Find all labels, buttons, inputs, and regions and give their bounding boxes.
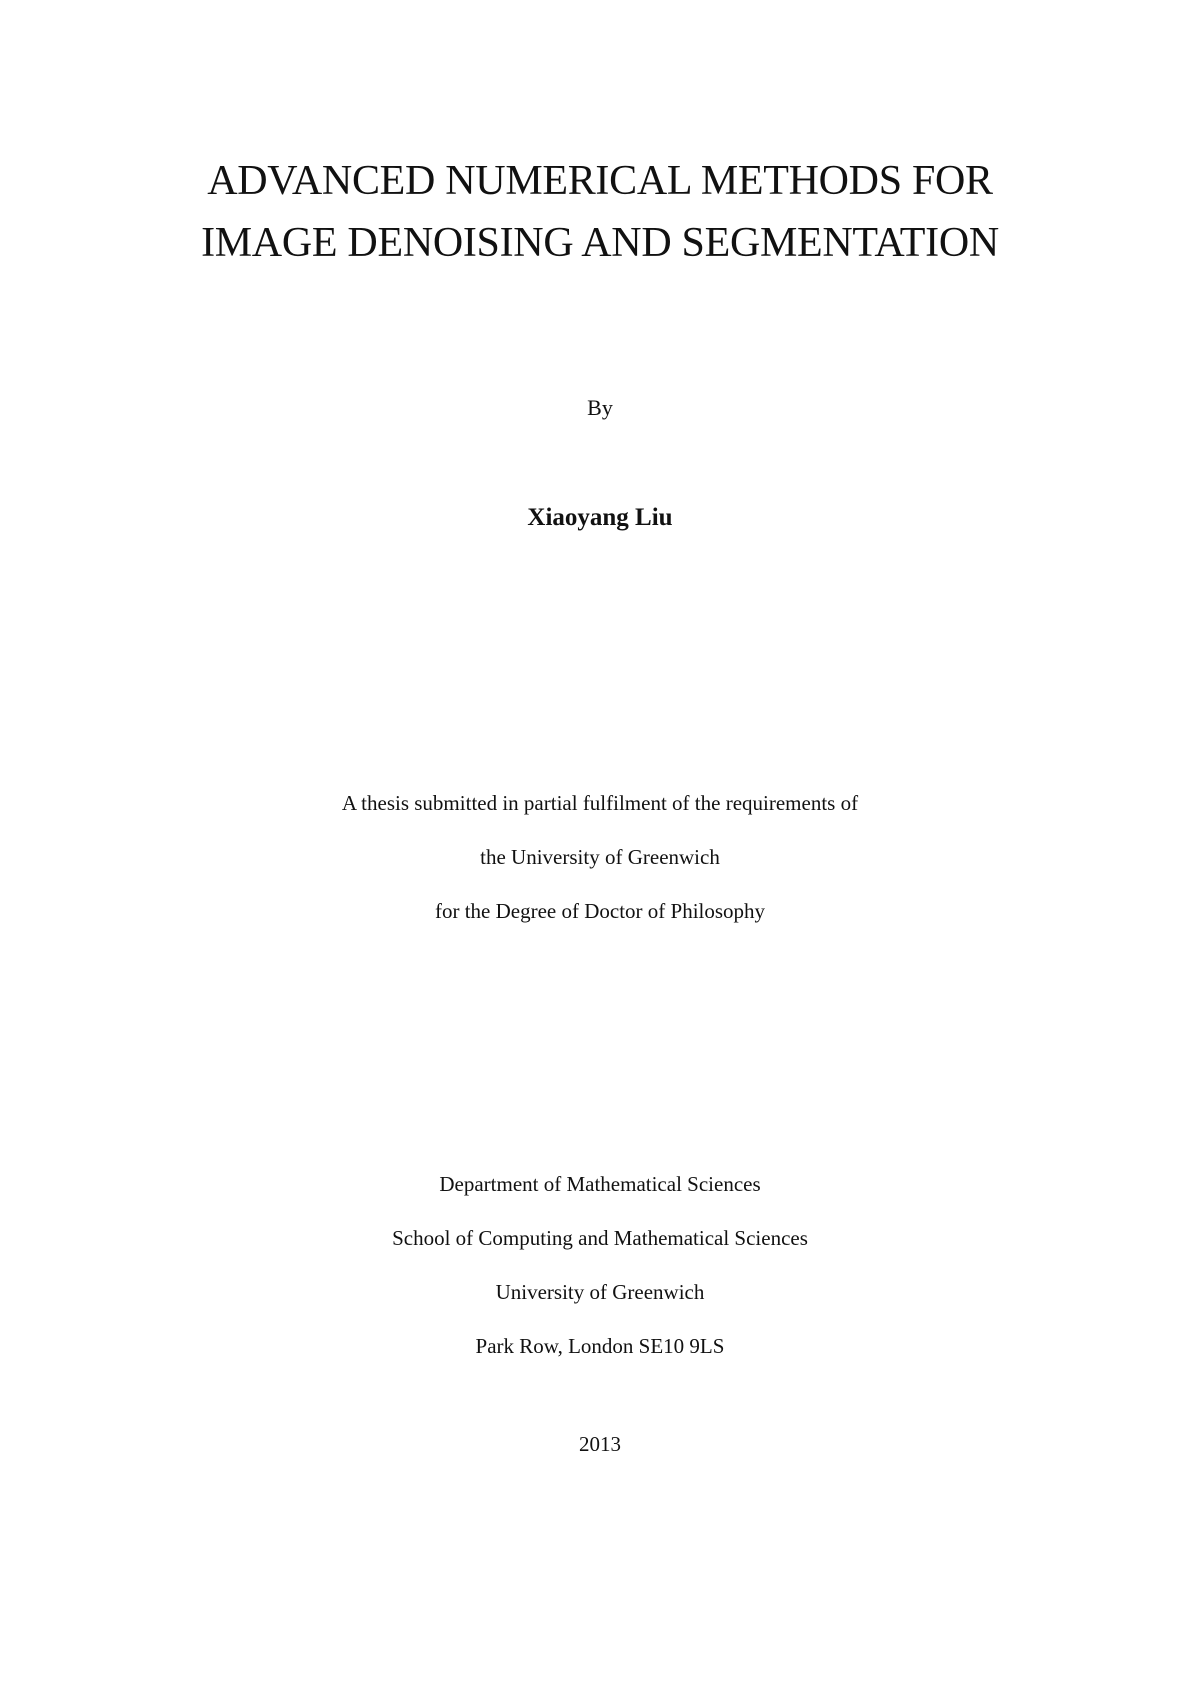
department-name: Department of Mathematical Sciences xyxy=(439,1172,761,1196)
by-label: By xyxy=(587,395,613,420)
submission-statement xyxy=(0,776,1200,938)
thesis-title-line-1: ADVANCED NUMERICAL METHODS FOR xyxy=(207,158,993,204)
thesis-title xyxy=(0,150,1200,274)
statement-line-2: the University of Greenwich xyxy=(480,845,720,869)
submission-year: 2013 xyxy=(579,1432,621,1456)
school-name: School of Computing and Mathematical Sciences xyxy=(392,1226,808,1250)
author-name: Xiaoyang Liu xyxy=(527,504,673,531)
street-address: Park Row, London SE10 9LS xyxy=(475,1334,725,1358)
institution-address xyxy=(0,1157,1200,1373)
statement-line-1: A thesis submitted in partial fulfilment of the requirements of xyxy=(341,791,859,815)
thesis-title-line-2: IMAGE DENOISING AND SEGMENTATION xyxy=(201,220,999,266)
university-name: University of Greenwich xyxy=(495,1280,705,1304)
statement-line-3: for the Degree of Doctor of Philosophy xyxy=(434,899,766,923)
